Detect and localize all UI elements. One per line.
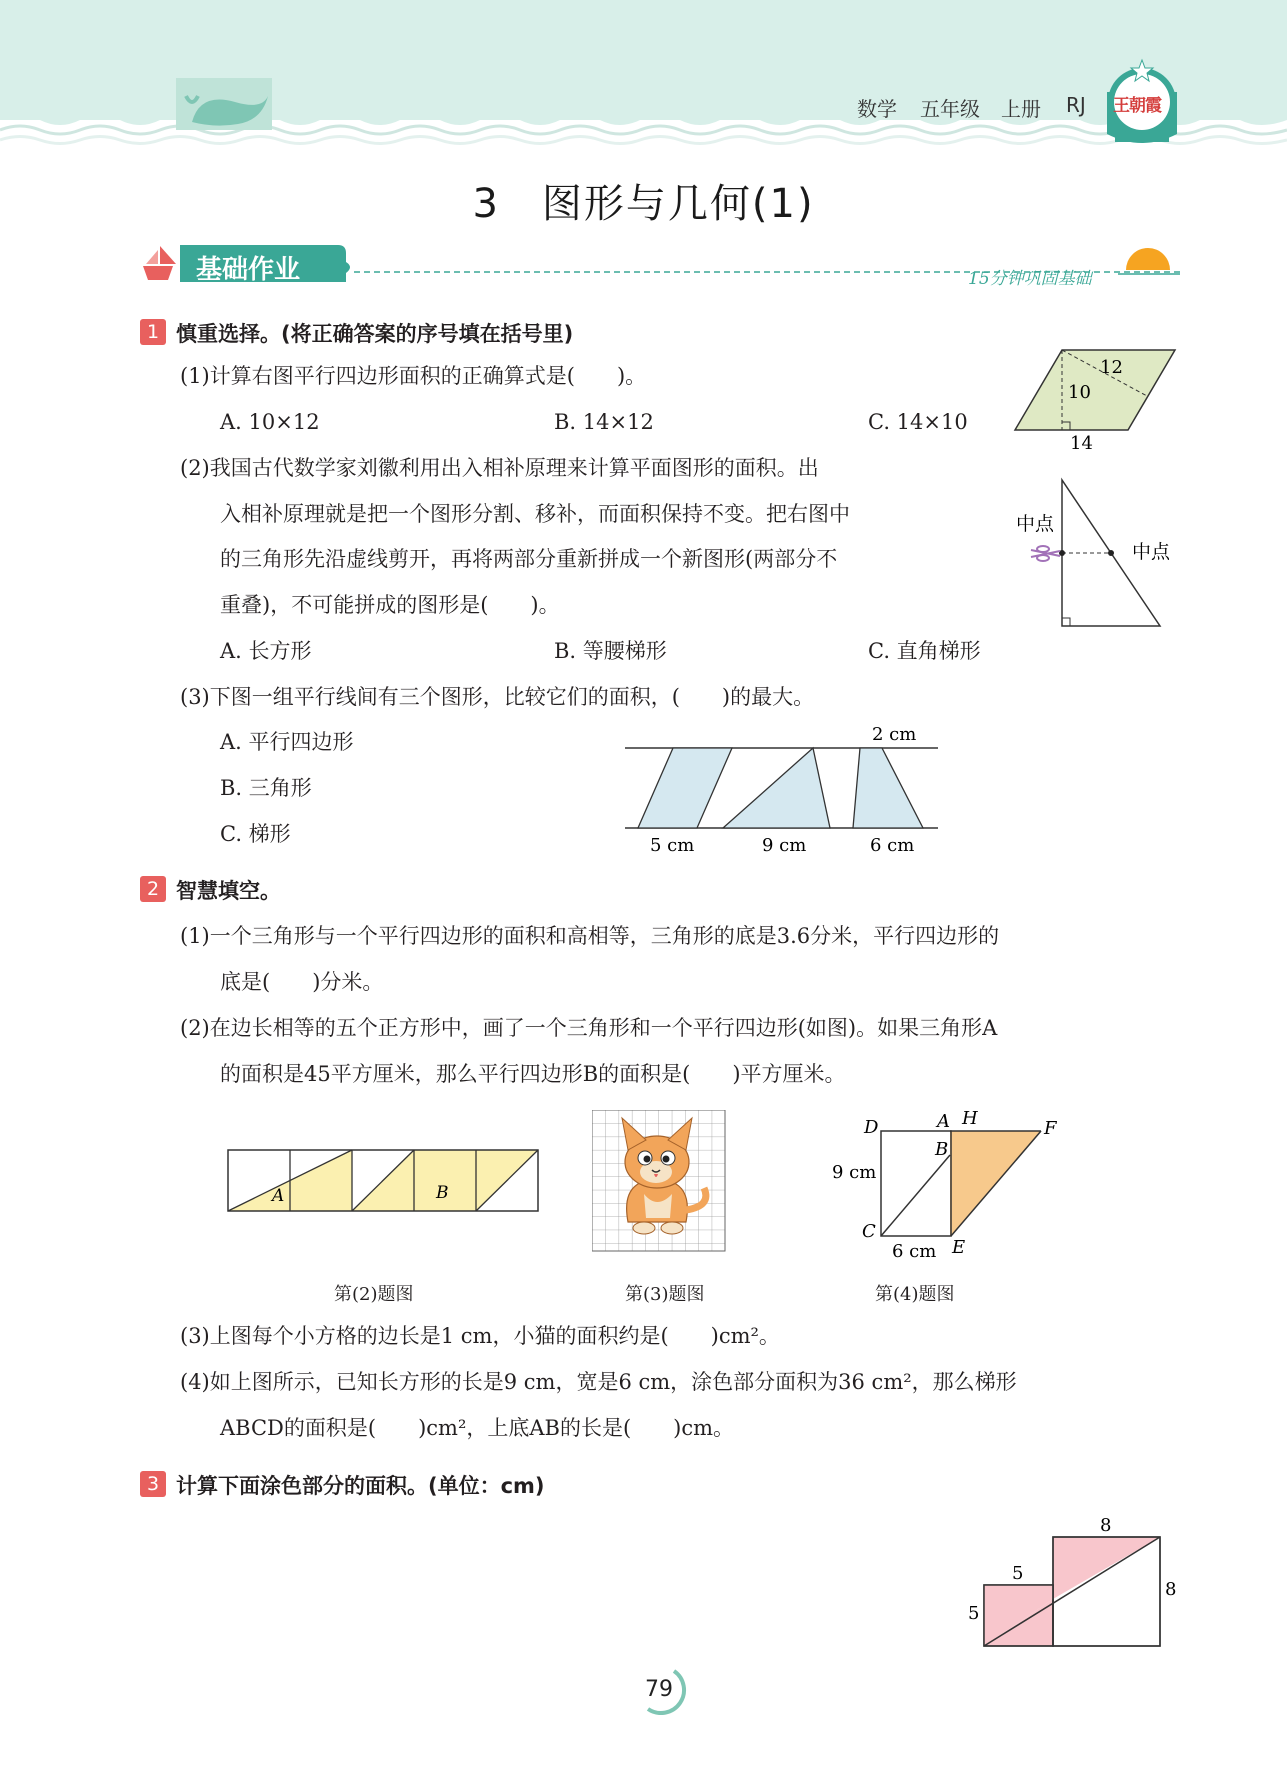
fig-label: 10 [1068, 382, 1091, 403]
sailboat-icon [143, 246, 176, 280]
fig-label: 12 [1100, 357, 1123, 378]
q2-part3-text: (3)上图每个小方格的边长是1 cm，小猫的面积约是( )cm²。 [180, 1324, 780, 1348]
figure-caption: 第(4)题图 [875, 1284, 955, 1305]
fig-label: 5 [968, 1603, 980, 1624]
q1-part3-option-b[interactable]: B. 三角形 [220, 776, 312, 800]
question-number: 2 [140, 876, 166, 902]
fig-label: 2 cm [872, 724, 917, 745]
scissors-icon [1031, 546, 1060, 561]
question-heading: 计算下面涂色部分的面积。(单位：cm) [176, 1474, 545, 1498]
fig-label: H [962, 1108, 978, 1129]
q2-part1-line: (1)一个三角形与一个平行四边形的面积和高相等，三角形的底是3.6分米，平行四边形的 [180, 924, 1000, 948]
q1-part1-option-a[interactable]: A. 10×12 [220, 410, 320, 434]
section-subtitle: 15分钟巩固基础 [968, 269, 1092, 289]
q1-part2-option-b[interactable]: B. 等腰梯形 [554, 639, 667, 663]
page-title: 3 图形与几何(1) [472, 181, 815, 227]
fig-label: B [935, 1139, 949, 1160]
q1-part3-option-a[interactable]: A. 平行四边形 [220, 730, 354, 754]
q1-part1-text: (1)计算右图平行四边形面积的正确算式是( )。 [180, 364, 647, 388]
subject-label: 数学 [857, 97, 897, 121]
q2-part1-line: 底是( )分米。 [220, 970, 384, 994]
q1-part3-option-c[interactable]: C. 梯形 [220, 822, 291, 846]
q1-part2-line: 的三角形先沿虚线剪开，再将两部分重新拼成一个新图形(两部分不 [220, 547, 838, 571]
edition-label: RJ [1066, 93, 1086, 117]
fig-label: D [864, 1117, 879, 1138]
question-heading: 慎重选择。(将正确答案的序号填在括号里) [176, 322, 574, 346]
q2-part4-line: (4)如上图所示，已知长方形的长是9 cm，宽是6 cm，涂色部分面积为36 cm²，那么梯形 [180, 1370, 1017, 1394]
fig-label: E [952, 1237, 966, 1258]
q1-part2-line: 入相补原理就是把一个图形分割、移补，而面积保持不变。把右图中 [220, 502, 850, 526]
fig-label: 6 cm [892, 1241, 937, 1262]
q1-part2-line: (2)我国古代数学家刘徽利用出入相补原理来计算平面图形的面积。出 [180, 456, 819, 480]
question-heading: 智慧填空。 [176, 879, 281, 903]
figure-caption: 第(3)题图 [625, 1284, 705, 1305]
q2-part2-line: (2)在边长相等的五个正方形中，画了一个三角形和一个平行四边形(如图)。如果三角形A [180, 1016, 998, 1040]
whale-icon [176, 78, 272, 130]
fig-label: 中点 [1132, 541, 1171, 563]
fig-label: 5 cm [650, 835, 695, 856]
page-header [0, 0, 1287, 160]
fig-label: 14 [1070, 433, 1093, 454]
figure-caption: 第(2)题图 [334, 1284, 414, 1305]
section-label: 基础作业 [196, 255, 301, 285]
brand-logo [1101, 58, 1183, 152]
fig-label: 6 cm [870, 835, 915, 856]
q2-part2-line: 的面积是45平方厘米，那么平行四边形B的面积是( )平方厘米。 [220, 1062, 846, 1086]
fig-label: 8 [1100, 1515, 1112, 1536]
question-number: 1 [140, 319, 166, 345]
grade-label: 五年级 [920, 97, 980, 121]
q1-part2-option-c[interactable]: C. 直角梯形 [868, 639, 981, 663]
q1-part3-text: (3)下图一组平行线间有三个图形，比较它们的面积，( )的最大。 [180, 685, 815, 709]
q1-part1-option-b[interactable]: B. 14×12 [554, 410, 654, 434]
q1-part1-option-c[interactable]: C. 14×10 [868, 410, 968, 434]
fig-label: 中点 [1016, 513, 1055, 535]
question-number: 3 [140, 1471, 166, 1497]
page-number: 79 [645, 1677, 673, 1702]
fig-label: C [862, 1221, 876, 1242]
triangle-cut-figure [1010, 470, 1180, 630]
fig-label: F [1044, 1118, 1057, 1139]
fig-label: 9 cm [762, 835, 807, 856]
parallelogram-figure [1010, 345, 1180, 457]
shaded-squares-figure [960, 1515, 1185, 1655]
header-band [0, 0, 1287, 160]
fig-label: B [436, 1183, 449, 1203]
parallel-shapes-figure [620, 720, 940, 860]
fig-label: 8 [1165, 1579, 1177, 1600]
sunset-icon [1118, 248, 1180, 274]
q1-part2-option-a[interactable]: A. 长方形 [220, 639, 312, 663]
volume-label: 上册 [1001, 97, 1041, 121]
fig-label: 9 cm [832, 1162, 877, 1183]
q1-part2-line: 重叠)，不可能拼成的图形是( )。 [220, 593, 560, 617]
logo-text: 王朝霞 [1113, 96, 1161, 116]
q2-part4-line: ABCD的面积是( )cm²，上底AB的长是( )cm。 [220, 1416, 735, 1440]
trapezoid-figure [826, 1105, 1066, 1265]
fig-label: A [272, 1186, 285, 1206]
five-squares-figure [226, 1145, 544, 1215]
fig-label: A [937, 1111, 950, 1132]
cat-grid-figure [592, 1110, 726, 1252]
fig-label: 5 [1012, 1563, 1024, 1584]
